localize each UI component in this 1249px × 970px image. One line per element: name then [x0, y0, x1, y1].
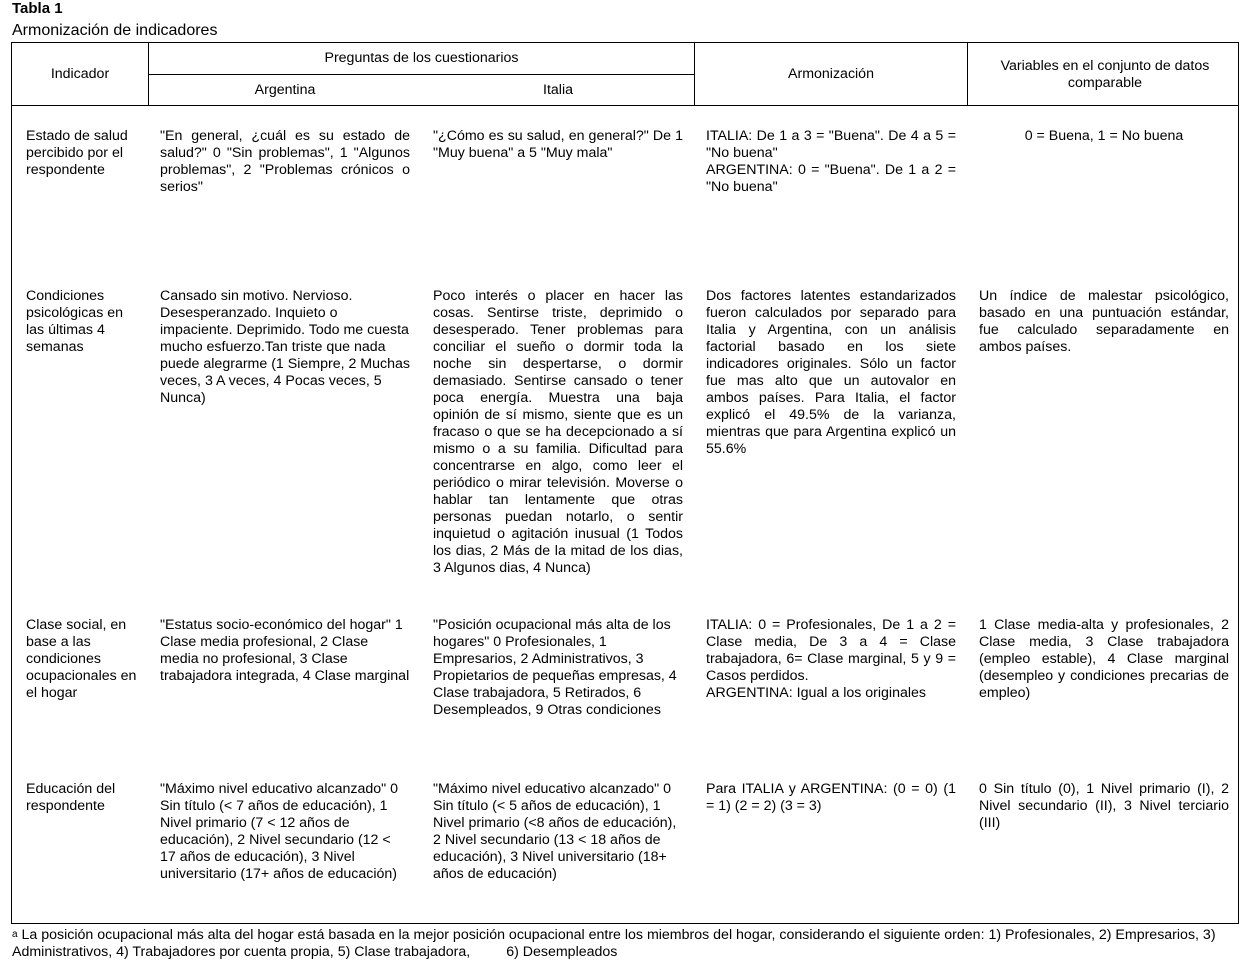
row2-indicador: Condiciones psicológicas en las últimas 4 semanas: [26, 288, 124, 355]
table-number: Tabla 1: [12, 0, 63, 17]
table-footnote: [12, 927, 1237, 961]
row4-italia: "Máximo nivel educativo alcanzado" 0 Sin título (< 5 años de educación), 1 Nivel primario (<8 años de educación), 2 Nivel secundario (13 < 18 años de educación), 3 Nivel universitario (18+ años de educación): [433, 781, 677, 882]
footnote-text-b: 6) Desempleados: [506, 944, 618, 960]
footnote-text-a: La posición ocupacional más alta del hogar está basada en la mejor posición ocupacional entre los miembros del hogar, considerando el siguiente orden: 1) Profesionales, 2) Empresarios, 3) Administrativos, 4) Trabajadores por cuenta propia, 5) Clase trabajadora,: [12, 927, 1216, 960]
row1-argentina: "En general, ¿cuál es su estado de salud?" 0 "Sin problemas", 1 "Algunos problemas", 2 "Problemas crónicos o serios": [160, 128, 410, 195]
row1-italia: "¿Cómo es su salud, en general?" De 1 "Muy buena" a 5 "Muy mala": [433, 128, 683, 161]
row3-italia: "Posición ocupacional más alta de los hogares" 0 Profesionales, 1 Empresarios, 2 Administrativos, 3 Propietarios de pequeñas empresas, 4 Clase trabajadora, 5 Retirados, 6 Desempleados, 9 Otras condiciones: [433, 617, 677, 718]
table-caption: Armonización de indicadores: [12, 22, 218, 39]
header-bottom-rule: [12, 105, 1238, 106]
header-italia: Italia: [543, 82, 573, 98]
row3-argentina: "Estatus socio-económico del hogar" 1 Clase media profesional, 2 Clase media no profesional, 3 Clase trabajadora integrada, 4 Clase marginal: [160, 617, 410, 684]
header-divider-preguntas: [148, 74, 694, 75]
row2-italia: Poco interés o placer en hacer las cosas. Sentirse triste, deprimido o desesperado. Tener problemas para conciliar el sueño o dormir toda la noche sin despertarse, o dormir demasiado. Sentirse cansado o tener poca energía. Muestra una baja opinión de sí mismo, siente que es un fracaso o que se ha decepcionado a sí mismo o a su familia. Dificultad para concentrarse en algo, como leer el periódico o mirar televisión. Moverse o hablar tan lentamente que otras personas puedan notarlo, o sentir inquietud o agitación inusual (1 Todos los dias, 2 Más de la mitad de los dias, 3 Algunos dias, 4 Nunca): [433, 288, 683, 576]
row1-armonizacion: ITALIA: De 1 a 3 = "Buena". De 4 a 5 = "No buena" ARGENTINA: 0 = "Buena". De 1 a 2 = "No buena": [706, 128, 956, 195]
header-preguntas: Preguntas de los cuestionarios: [324, 50, 519, 66]
row4-indicador: Educación del respondente: [26, 781, 116, 814]
footnote-marker: a: [12, 929, 18, 940]
header-argentina: Argentina: [254, 82, 316, 98]
row3-indicador: Clase social, en base a las condiciones ocupacionales en el hogar: [26, 617, 137, 701]
row3-variables: 1 Clase media-alta y profesionales, 2 Clase media, 3 Clase trabajadora (empleo estable), 4 Clase marginal (desempleo y condiciones precarias de empleo): [979, 617, 1229, 701]
row2-argentina: Cansado sin motivo. Nervioso. Desesperanzado. Inquieto o impaciente. Deprimido. Todo me cuesta mucho esfuerzo.Tan triste que nada puede alegrarme (1 Siempre, 2 Muchas veces, 3 A veces, 4 Pocas veces, 5 Nunca): [160, 288, 410, 406]
row2-armonizacion: Dos factores latentes estandarizados fueron calculados por separado para Italia y Argentina, con un análisis factorial basado en los siete indicadores originales. Sólo un factor fue mas alto que un autovalor en ambos países. Para Italia, el factor explicó el 49.5% de la varianza, mientras que para Argentina explicó un 55.6%: [706, 288, 956, 457]
col-divider-4: [967, 43, 968, 106]
row4-armonizacion: Para ITALIA y ARGENTINA: (0 = 0) (1 = 1) (2 = 2) (3 = 3): [706, 781, 956, 814]
header-indicador: Indicador: [50, 66, 110, 82]
row4-variables: 0 Sin título (0), 1 Nivel primario (I), 2 Nivel secundario (II), 3 Nivel terciario (III): [979, 781, 1229, 831]
row1-variables: 0 = Buena, 1 = No buena: [1024, 128, 1184, 144]
row3-armonizacion: ITALIA: 0 = Profesionales, De 1 a 2 = Clase media, De 3 a 4 = Clase trabajadora, 6= Clase marginal, 5 y 9 = Casos perdidos. ARGENTINA: Igual a los originales: [706, 617, 956, 701]
harmonization-table: [11, 42, 1239, 924]
header-variables: Variables en el conjunto de datos comparable: [1000, 58, 1210, 91]
header-armonizacion: Armonización: [788, 66, 874, 82]
row4-argentina: "Máximo nivel educativo alcanzado" 0 Sin título (< 7 años de educación), 1 Nivel primario (7 < 12 años de educación), 2 Nivel secundario (12 < 17 años de educación), 3 Nivel universitario (17+ años de educación): [160, 781, 398, 882]
row2-variables: Un índice de malestar psicológico, basado en una puntuación estándar, fue calculado separadamente en ambos países.: [979, 288, 1229, 355]
row1-indicador: Estado de salud percibido por el respondente: [26, 128, 128, 178]
